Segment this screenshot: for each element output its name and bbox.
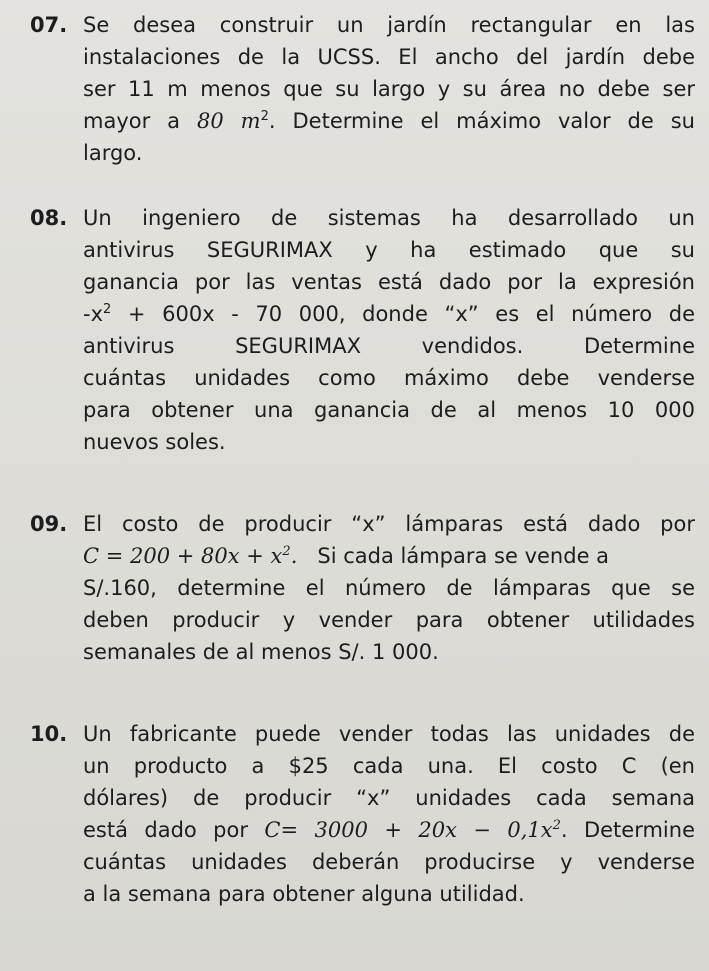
problem-number: 07. xyxy=(30,13,68,37)
text-line: dólares) de producir “x” unidades cada semana xyxy=(83,786,695,810)
text-line: largo. xyxy=(83,141,143,165)
text-line: semanales de al menos S/. 1 000. xyxy=(83,640,439,664)
text-line: Un fabricante puede vender todas las unidades de xyxy=(83,722,695,746)
text-line-with-math xyxy=(83,298,695,330)
math-expression: C= 3000 + 20x − 0,1x xyxy=(264,818,553,842)
problem-09 xyxy=(30,508,695,668)
text-line: antivirus SEGURIMAX y ha estimado que su xyxy=(83,238,695,262)
text-line: S/.160, determine el número de lámparas que se xyxy=(83,576,695,600)
problem-08 xyxy=(30,202,695,458)
text-fragment: . Determine xyxy=(560,818,695,842)
text-fragment: . Determine el máximo valor de su xyxy=(268,109,695,133)
text-line-with-math xyxy=(83,105,695,137)
problem-text xyxy=(83,508,695,668)
problem-number: 08. xyxy=(30,206,68,230)
problem-text xyxy=(83,202,695,458)
text-line: nuevos soles. xyxy=(83,430,226,454)
math-unit: m xyxy=(223,109,261,133)
text-fragment: . xyxy=(290,544,298,568)
problem-number: 09. xyxy=(30,512,68,536)
math-expression: -x xyxy=(83,302,104,326)
text-line: cuántas unidades deberán producirse y venderse xyxy=(83,850,695,874)
text-line: un producto a $25 cada una. El costo C (en xyxy=(83,754,695,778)
text-line: deben producir y vender para obtener utilidades xyxy=(83,608,695,632)
text-fragment: + 600x - 70 000, donde “x” es el número de xyxy=(111,302,695,326)
text-fragment: mayor a xyxy=(83,109,197,133)
exponent: 2 xyxy=(282,544,291,559)
problem-text xyxy=(83,9,695,169)
text-line: Se desea construir un jardín rectangular en las xyxy=(83,13,695,37)
problem-number: 10. xyxy=(30,722,68,746)
problem-07 xyxy=(30,9,695,169)
problem-10 xyxy=(30,718,695,910)
text-line: ganancia por las ventas está dado por la expresión xyxy=(83,270,695,294)
text-line: antivirus SEGURIMAX vendidos. Determine xyxy=(83,334,695,358)
text-fragment: Si cada lámpara se vende a xyxy=(317,544,610,568)
text-line: ser 11 m menos que su largo y su área no debe ser xyxy=(83,77,695,101)
text-line-with-math xyxy=(83,814,695,846)
exponent: 2 xyxy=(260,109,269,124)
text-fragment: está dado por xyxy=(83,818,265,842)
math-expression: C = 200 + 80x + x xyxy=(83,544,283,568)
math-expression: 80 xyxy=(197,109,224,133)
text-line: El costo de producir “x” lámparas está dado por xyxy=(83,512,695,536)
text-line: para obtener una ganancia de al menos 10 000 xyxy=(83,398,695,422)
text-line: Un ingeniero de sistemas ha desarrollado un xyxy=(83,206,695,230)
text-line: a la semana para obtener alguna utilidad. xyxy=(83,882,525,906)
problem-text xyxy=(83,718,695,910)
text-line: instalaciones de la UCSS. El ancho del jardín debe xyxy=(83,45,695,69)
text-line: cuántas unidades como máximo debe venderse xyxy=(83,366,695,390)
text-line-with-math xyxy=(83,540,695,572)
exponent: 2 xyxy=(552,818,561,833)
exponent: 2 xyxy=(103,302,112,317)
